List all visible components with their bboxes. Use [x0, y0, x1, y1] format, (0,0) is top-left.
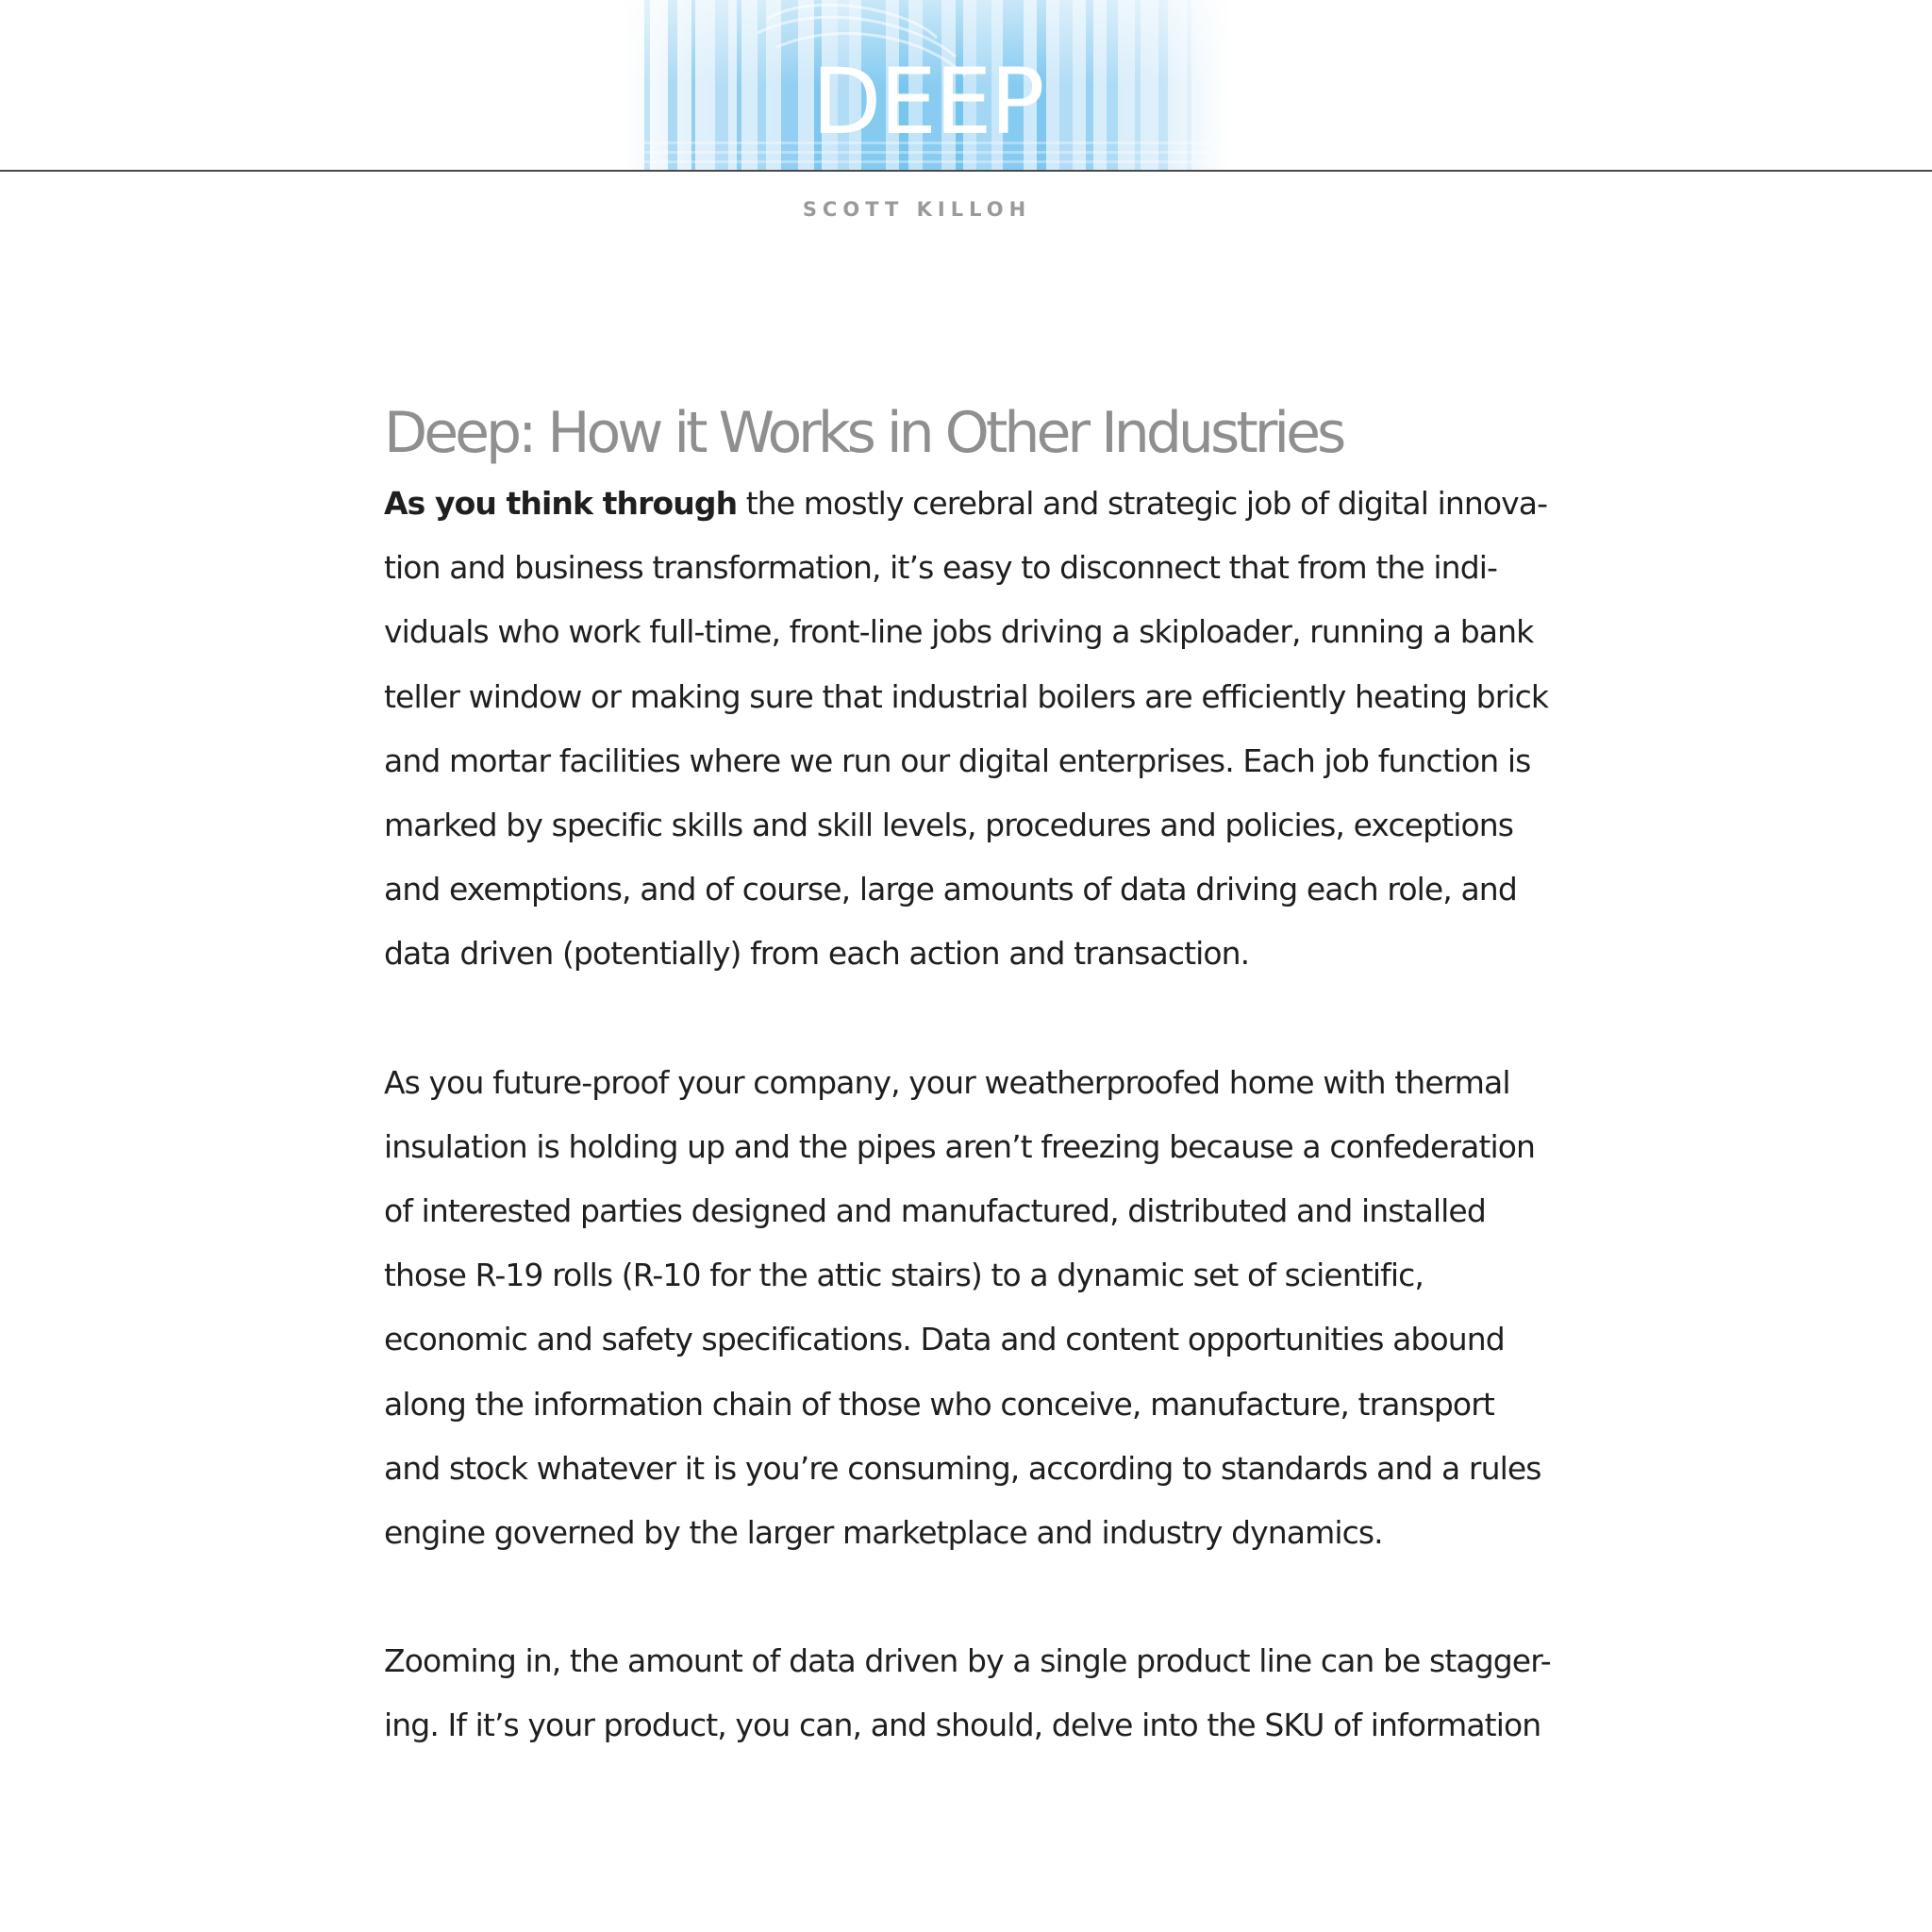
paragraph [384, 472, 1591, 987]
header-divider [0, 170, 1932, 172]
paragraph-text: the mostly cerebral and strategic job of digital innova- tion and business transformation, it’s easy to disconnect that from the indi- viduals who work full-time, front-line jobs driving a skiploader, running a bank teller window or making sure that industrial boilers are efficiently heating brick and mortar facilities where we run our digital enterprises. Each job function is marked by specific skills and skill levels, procedures and policies, exceptions and exemptions, and of course, large amounts of data driving each role, and data driven (potentially) from each action and transaction. [384, 485, 1549, 973]
article-body [384, 394, 1591, 1758]
paragraph-lead-in: As you think through [384, 485, 738, 522]
author-name: SCOTT KILLOH [802, 198, 1032, 221]
banner-title: DEEP [811, 49, 1043, 155]
article-title: Deep: How it Works in Other Industries [384, 400, 1343, 466]
paragraph: Zooming in, the amount of data driven by a single product line can be stagger- ing. If it’s your product, you can, and should, delve into the SKU of information [384, 1642, 1551, 1744]
paragraph: As you future-proof your company, your weatherproofed home with thermal insulation is holding up and the pipes aren’t freezing because a confederation of interested parties designed and manufactured, distributed and installed those R-19 rolls (R-10 for the attic stairs) to a dynamic set of scientific, economic and safety specifications. Data and content opportunities abound along the information chain of those who conceive, manufacture, transport and stock whatever it is you’re consuming, according to standards and a rules engine governed by the larger marketplace and industry dynamics. [384, 1063, 1541, 1552]
header-banner [625, 0, 1229, 171]
